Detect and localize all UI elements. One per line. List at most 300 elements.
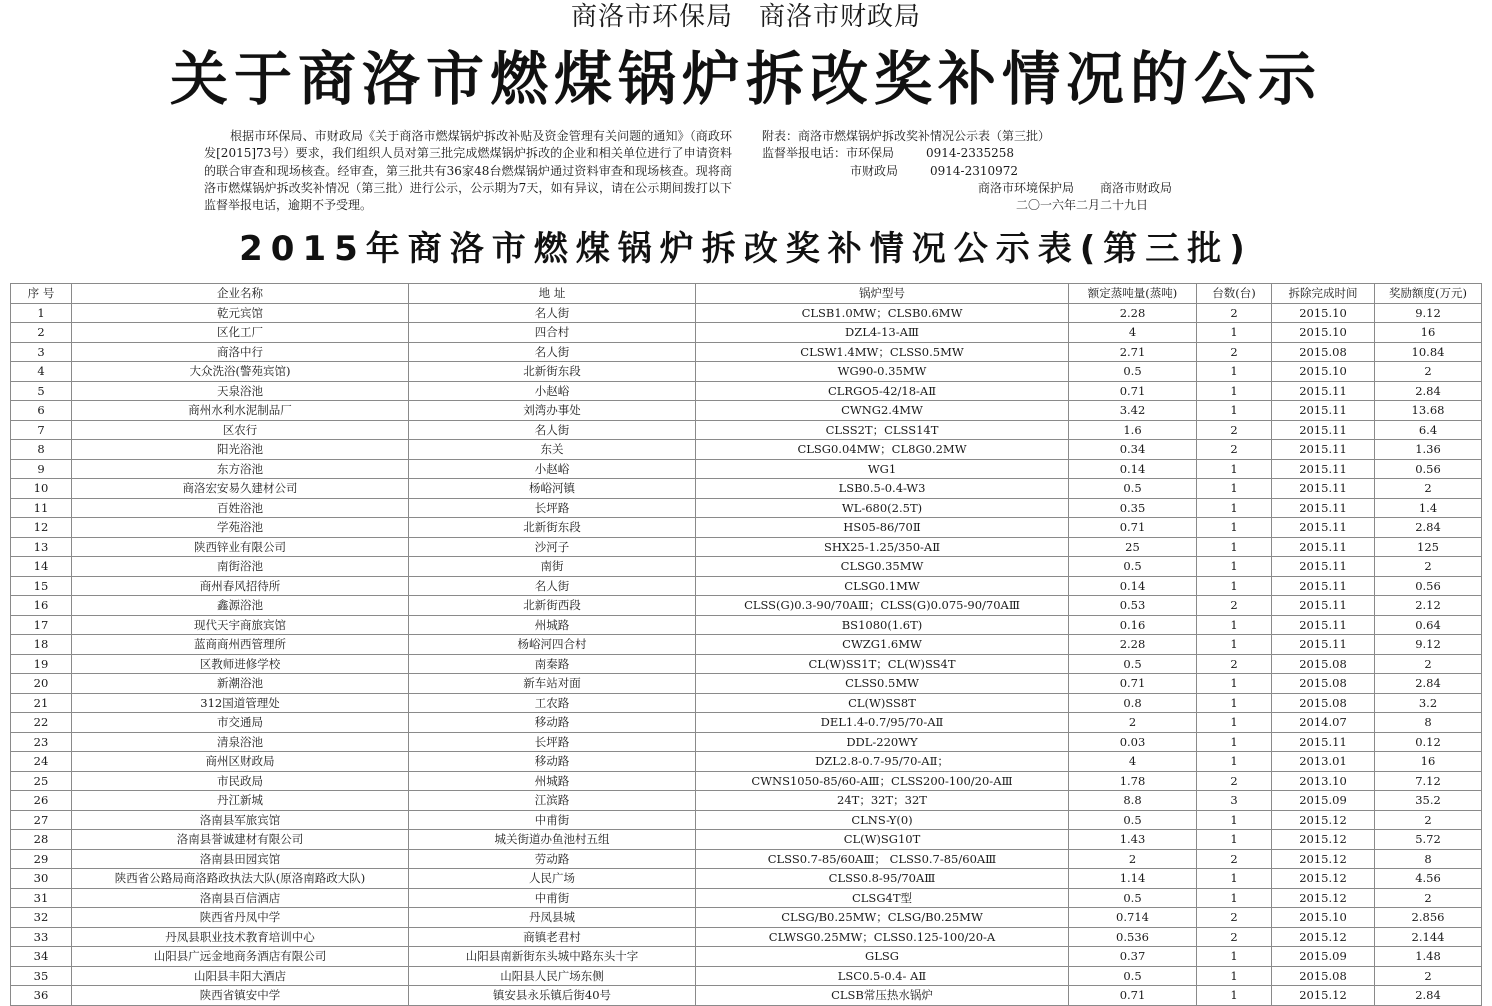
- unit-count-cell: 1: [1197, 947, 1272, 967]
- completion-date-cell: 2015.12: [1272, 927, 1375, 947]
- completion-date-cell: 2015.12: [1272, 986, 1375, 1006]
- address-cell: 山阳县南新街东头城中路东头十字: [409, 947, 696, 967]
- subsidy-amount-cell: 2: [1375, 810, 1482, 830]
- unit-count-cell: 2: [1197, 927, 1272, 947]
- unit-count-cell: 2: [1197, 342, 1272, 362]
- subsidy-amount-cell: 1.48: [1375, 947, 1482, 967]
- subsidy-amount-cell: 125: [1375, 537, 1482, 557]
- completion-date-cell: 2015.11: [1272, 498, 1375, 518]
- table-row: [11, 791, 1482, 811]
- completion-date-cell: 2013.01: [1272, 752, 1375, 772]
- row-number-cell: 22: [11, 713, 72, 733]
- address-cell: 中甫街: [409, 810, 696, 830]
- unit-count-cell: 2: [1197, 654, 1272, 674]
- company-name-cell: 区化工厂: [72, 323, 409, 343]
- unit-count-cell: 1: [1197, 518, 1272, 538]
- table-row: [11, 323, 1482, 343]
- unit-count-cell: 1: [1197, 693, 1272, 713]
- completion-date-cell: 2015.11: [1272, 635, 1375, 655]
- rated-capacity-cell: 4: [1069, 752, 1197, 772]
- row-number-cell: 14: [11, 557, 72, 577]
- boiler-model-cell: BS1080(1.6T): [696, 615, 1069, 635]
- row-number-cell: 26: [11, 791, 72, 811]
- unit-count-cell: 1: [1197, 986, 1272, 1006]
- unit-count-cell: 1: [1197, 381, 1272, 401]
- column-header: 序 号: [11, 284, 72, 304]
- hotline-org: 市财政局: [850, 163, 899, 178]
- subsidy-amount-cell: 13.68: [1375, 401, 1482, 421]
- rated-capacity-cell: 2.28: [1069, 635, 1197, 655]
- company-name-cell: 洛南县田园宾馆: [72, 849, 409, 869]
- notice-date: 二〇一六年二月二十九日: [1016, 198, 1149, 213]
- table-row: [11, 947, 1482, 967]
- company-name-cell: 市交通局: [72, 713, 409, 733]
- company-name-cell: 百姓浴池: [72, 498, 409, 518]
- boiler-model-cell: CLSG4T型: [696, 888, 1069, 908]
- completion-date-cell: 2015.11: [1272, 401, 1375, 421]
- notice-paragraph: 根据市环保局、市财政局《关于商洛市燃煤锅炉拆改补贴及资金管理有关问题的通知》（商政环发[2015]73号）要求，我们组织人员对第三批完成燃煤锅炉拆改的企业和相关单位进行了申请资料的联合审查和现场核查。经审查，第三批共有36家48台燃煤锅炉通过资料审查和现场核查。现将商洛市燃煤锅炉拆改奖补情况（第三批）进行公示，公示期为7天，如有异议，请在公示期间拨打以下监督举报电话，逾期不予受理。: [204, 129, 732, 213]
- signature-environmental: 商洛市环境保护局: [978, 180, 1075, 195]
- row-number-cell: 28: [11, 830, 72, 850]
- table-row: [11, 401, 1482, 421]
- subsidy-amount-cell: 2.12: [1375, 596, 1482, 616]
- org-environmental-bureau: 商洛市环保局: [570, 2, 733, 32]
- completion-date-cell: 2015.11: [1272, 596, 1375, 616]
- table-row: [11, 557, 1482, 577]
- row-number-cell: 11: [11, 498, 72, 518]
- rated-capacity-cell: 0.14: [1069, 459, 1197, 479]
- table-row: [11, 966, 1482, 986]
- subsidy-amount-cell: 0.64: [1375, 615, 1482, 635]
- rated-capacity-cell: 2.71: [1069, 342, 1197, 362]
- rated-capacity-cell: 0.34: [1069, 440, 1197, 460]
- address-cell: 杨峪河四合村: [409, 635, 696, 655]
- rated-capacity-cell: 0.71: [1069, 674, 1197, 694]
- boiler-model-cell: CLSW1.4MW；CLSS0.5MW: [696, 342, 1069, 362]
- completion-date-cell: 2015.11: [1272, 557, 1375, 577]
- boiler-model-cell: WL-680(2.5T): [696, 498, 1069, 518]
- page-title: 关于商洛市燃煤锅炉拆改奖补情况的公示: [169, 45, 1322, 113]
- boiler-model-cell: SHX25-1.25/350-AⅡ: [696, 537, 1069, 557]
- subsidy-amount-cell: 2.84: [1375, 381, 1482, 401]
- unit-count-cell: 1: [1197, 635, 1272, 655]
- rated-capacity-cell: 0.5: [1069, 966, 1197, 986]
- unit-count-cell: 1: [1197, 537, 1272, 557]
- table-row: [11, 752, 1482, 772]
- address-cell: 沙河子: [409, 537, 696, 557]
- company-name-cell: 商州区财政局: [72, 752, 409, 772]
- boiler-model-cell: CLNS-Y(0): [696, 810, 1069, 830]
- hotline-row-1: [762, 145, 1222, 162]
- address-cell: 南秦路: [409, 654, 696, 674]
- row-number-cell: 13: [11, 537, 72, 557]
- address-cell: 镇安县永乐镇后街40号: [409, 986, 696, 1006]
- table-row: [11, 440, 1482, 460]
- boiler-model-cell: DEL1.4-0.7/95/70-AⅡ: [696, 713, 1069, 733]
- company-name-cell: 蓝商商州西管理所: [72, 635, 409, 655]
- rated-capacity-cell: 8.8: [1069, 791, 1197, 811]
- rated-capacity-cell: 2: [1069, 849, 1197, 869]
- unit-count-cell: 2: [1197, 849, 1272, 869]
- rated-capacity-cell: 0.5: [1069, 362, 1197, 382]
- subsidy-amount-cell: 2: [1375, 654, 1482, 674]
- rated-capacity-cell: 0.14: [1069, 576, 1197, 596]
- company-name-cell: 商州水利水泥制品厂: [72, 401, 409, 421]
- unit-count-cell: 2: [1197, 908, 1272, 928]
- unit-count-cell: 1: [1197, 401, 1272, 421]
- completion-date-cell: 2015.12: [1272, 810, 1375, 830]
- address-cell: 小赵峪: [409, 459, 696, 479]
- completion-date-cell: 2015.11: [1272, 381, 1375, 401]
- row-number-cell: 35: [11, 966, 72, 986]
- address-cell: 城关街道办鱼池村五组: [409, 830, 696, 850]
- completion-date-cell: 2015.10: [1272, 303, 1375, 323]
- table-row: [11, 596, 1482, 616]
- unit-count-cell: 1: [1197, 615, 1272, 635]
- completion-date-cell: 2015.11: [1272, 518, 1375, 538]
- boiler-model-cell: CLSS0.7-85/60AⅢ； CLSS0.7-85/60AⅢ: [696, 849, 1069, 869]
- completion-date-cell: 2015.10: [1272, 908, 1375, 928]
- subsidy-amount-cell: 16: [1375, 752, 1482, 772]
- completion-date-cell: 2015.11: [1272, 440, 1375, 460]
- table-row: [11, 888, 1482, 908]
- completion-date-cell: 2015.11: [1272, 615, 1375, 635]
- column-header: 奖励额度(万元): [1375, 284, 1482, 304]
- rated-capacity-cell: 0.53: [1069, 596, 1197, 616]
- unit-count-cell: 3: [1197, 791, 1272, 811]
- subsidy-amount-cell: 2: [1375, 888, 1482, 908]
- company-name-cell: 清泉浴池: [72, 732, 409, 752]
- address-cell: 山阳县人民广场东侧: [409, 966, 696, 986]
- company-name-cell: 区农行: [72, 420, 409, 440]
- row-number-cell: 4: [11, 362, 72, 382]
- boiler-model-cell: CLSG0.35MW: [696, 557, 1069, 577]
- unit-count-cell: 2: [1197, 771, 1272, 791]
- company-name-cell: 陕西省公路局商洛路政执法大队(原洛南路政大队): [72, 869, 409, 889]
- rated-capacity-cell: 25: [1069, 537, 1197, 557]
- company-name-cell: 商州春风招待所: [72, 576, 409, 596]
- table-body: [11, 303, 1482, 1005]
- subsidy-amount-cell: 9.12: [1375, 635, 1482, 655]
- address-cell: 劳动路: [409, 849, 696, 869]
- subsidy-amount-cell: 2.84: [1375, 986, 1482, 1006]
- row-number-cell: 17: [11, 615, 72, 635]
- subsidy-amount-cell: 2.84: [1375, 674, 1482, 694]
- rated-capacity-cell: 0.5: [1069, 479, 1197, 499]
- company-name-cell: 丹凤县职业技术教育培训中心: [72, 927, 409, 947]
- table-row: [11, 908, 1482, 928]
- unit-count-cell: 1: [1197, 459, 1272, 479]
- address-cell: 名人街: [409, 576, 696, 596]
- row-number-cell: 6: [11, 401, 72, 421]
- subsidy-amount-cell: 8: [1375, 849, 1482, 869]
- signature-finance: 商洛市财政局: [1100, 180, 1173, 195]
- company-name-cell: 乾元宾馆: [72, 303, 409, 323]
- unit-count-cell: 1: [1197, 732, 1272, 752]
- row-number-cell: 2: [11, 323, 72, 343]
- company-name-cell: 312国道管理处: [72, 693, 409, 713]
- boiler-model-cell: 24T；32T；32T: [696, 791, 1069, 811]
- table-row: [11, 342, 1482, 362]
- boiler-model-cell: CWNG2.4MW: [696, 401, 1069, 421]
- rated-capacity-cell: 0.8: [1069, 693, 1197, 713]
- boiler-model-cell: GLSG: [696, 947, 1069, 967]
- unit-count-cell: 1: [1197, 674, 1272, 694]
- boiler-model-cell: CL(W)SS1T；CL(W)SS4T: [696, 654, 1069, 674]
- column-header: 拆除完成时间: [1272, 284, 1375, 304]
- table-row: [11, 674, 1482, 694]
- address-cell: 新车站对面: [409, 674, 696, 694]
- table-row: [11, 420, 1482, 440]
- rated-capacity-cell: 0.536: [1069, 927, 1197, 947]
- completion-date-cell: 2015.08: [1272, 342, 1375, 362]
- completion-date-cell: 2013.10: [1272, 771, 1375, 791]
- boiler-model-cell: CLSS(G)0.3-90/70AⅢ；CLSS(G)0.075-90/70AⅢ: [696, 596, 1069, 616]
- table-row: [11, 654, 1482, 674]
- boiler-model-cell: HS05-86/70Ⅱ: [696, 518, 1069, 538]
- address-cell: 杨峪河镇: [409, 479, 696, 499]
- table-row: [11, 615, 1482, 635]
- table-row: [11, 498, 1482, 518]
- address-cell: 移动路: [409, 713, 696, 733]
- address-cell: 州城路: [409, 771, 696, 791]
- table-title: 2015年商洛市燃煤锅炉拆改奖补情况公示表(第三批): [239, 229, 1253, 269]
- boiler-model-cell: CLSS0.8-95/70AⅢ: [696, 869, 1069, 889]
- table-row: [11, 830, 1482, 850]
- subsidy-amount-cell: 6.4: [1375, 420, 1482, 440]
- subsidy-amount-cell: 2.84: [1375, 518, 1482, 538]
- unit-count-cell: 1: [1197, 888, 1272, 908]
- unit-count-cell: 1: [1197, 557, 1272, 577]
- table-row: [11, 810, 1482, 830]
- row-number-cell: 8: [11, 440, 72, 460]
- boiler-model-cell: DZL4-13-AⅢ: [696, 323, 1069, 343]
- unit-count-cell: 1: [1197, 810, 1272, 830]
- hotline-phone: 0914-2310972: [930, 163, 1019, 178]
- subsidy-amount-cell: 0.56: [1375, 459, 1482, 479]
- boiler-model-cell: CWNS1050-85/60-AⅢ；CLSS200-100/20-AⅢ: [696, 771, 1069, 791]
- company-name-cell: 山阳县广远金地商务酒店有限公司: [72, 947, 409, 967]
- rated-capacity-cell: 0.16: [1069, 615, 1197, 635]
- row-number-cell: 29: [11, 849, 72, 869]
- unit-count-cell: 1: [1197, 498, 1272, 518]
- subsidy-amount-cell: 2.144: [1375, 927, 1482, 947]
- company-name-cell: 洛南县军旅宾馆: [72, 810, 409, 830]
- row-number-cell: 33: [11, 927, 72, 947]
- rated-capacity-cell: 1.43: [1069, 830, 1197, 850]
- rated-capacity-cell: 0.35: [1069, 498, 1197, 518]
- company-name-cell: 陕西省镇安中学: [72, 986, 409, 1006]
- completion-date-cell: 2015.11: [1272, 459, 1375, 479]
- subsidy-amount-cell: 1.4: [1375, 498, 1482, 518]
- unit-count-cell: 1: [1197, 830, 1272, 850]
- boiler-model-cell: LSB0.5-0.4-W3: [696, 479, 1069, 499]
- column-header: 台数(台): [1197, 284, 1272, 304]
- row-number-cell: 34: [11, 947, 72, 967]
- table-header-row: [11, 284, 1482, 304]
- rated-capacity-cell: 2.28: [1069, 303, 1197, 323]
- subsidy-amount-cell: 1.36: [1375, 440, 1482, 460]
- completion-date-cell: 2015.12: [1272, 830, 1375, 850]
- boiler-model-cell: CLSG0.1MW: [696, 576, 1069, 596]
- company-name-cell: 洛南县百信酒店: [72, 888, 409, 908]
- notice-text: [204, 128, 732, 214]
- completion-date-cell: 2015.08: [1272, 674, 1375, 694]
- table-row: [11, 635, 1482, 655]
- completion-date-cell: 2014.07: [1272, 713, 1375, 733]
- address-cell: 人民广场: [409, 869, 696, 889]
- company-name-cell: 东方浴池: [72, 459, 409, 479]
- subsidy-amount-cell: 16: [1375, 323, 1482, 343]
- subsidy-amount-cell: 7.12: [1375, 771, 1482, 791]
- unit-count-cell: 1: [1197, 966, 1272, 986]
- row-number-cell: 1: [11, 303, 72, 323]
- issuing-organizations: [0, 0, 1492, 34]
- row-number-cell: 24: [11, 752, 72, 772]
- address-cell: 刘湾办事处: [409, 401, 696, 421]
- unit-count-cell: 2: [1197, 303, 1272, 323]
- completion-date-cell: 2015.10: [1272, 323, 1375, 343]
- row-number-cell: 36: [11, 986, 72, 1006]
- rated-capacity-cell: 0.5: [1069, 557, 1197, 577]
- completion-date-cell: 2015.08: [1272, 654, 1375, 674]
- rated-capacity-cell: 1.14: [1069, 869, 1197, 889]
- table-row: [11, 693, 1482, 713]
- completion-date-cell: 2015.12: [1272, 869, 1375, 889]
- rated-capacity-cell: 1.78: [1069, 771, 1197, 791]
- company-name-cell: 商洛宏安易久建材公司: [72, 479, 409, 499]
- attachment-line: 附表：商洛市燃煤锅炉拆改奖补情况公示表（第三批）: [762, 129, 1051, 143]
- rated-capacity-cell: 0.71: [1069, 986, 1197, 1006]
- boiler-model-cell: DZL2.8-0.7-95/70-AⅡ；: [696, 752, 1069, 772]
- boiler-model-cell: CWZG1.6MW: [696, 635, 1069, 655]
- company-name-cell: 鑫源浴池: [72, 596, 409, 616]
- table-row: [11, 362, 1482, 382]
- table-row: [11, 479, 1482, 499]
- row-number-cell: 30: [11, 869, 72, 889]
- completion-date-cell: 2015.08: [1272, 693, 1375, 713]
- row-number-cell: 15: [11, 576, 72, 596]
- subsidy-amount-cell: 4.56: [1375, 869, 1482, 889]
- address-cell: 丹凤县城: [409, 908, 696, 928]
- company-name-cell: 阳光浴池: [72, 440, 409, 460]
- subsidy-amount-cell: 2: [1375, 362, 1482, 382]
- boiler-model-cell: CLSS0.5MW: [696, 674, 1069, 694]
- row-number-cell: 31: [11, 888, 72, 908]
- completion-date-cell: 2015.11: [1272, 732, 1375, 752]
- subsidy-amount-cell: 10.84: [1375, 342, 1482, 362]
- address-cell: 北新街东段: [409, 362, 696, 382]
- row-number-cell: 3: [11, 342, 72, 362]
- table-row: [11, 849, 1482, 869]
- company-name-cell: 陕西省丹凤中学: [72, 908, 409, 928]
- boiler-model-cell: CLSS2T；CLSS14T: [696, 420, 1069, 440]
- rated-capacity-cell: 0.5: [1069, 888, 1197, 908]
- subsidy-amount-cell: 35.2: [1375, 791, 1482, 811]
- table-row: [11, 713, 1482, 733]
- table-row: [11, 459, 1482, 479]
- unit-count-cell: 1: [1197, 323, 1272, 343]
- company-name-cell: 山阳县丰阳大酒店: [72, 966, 409, 986]
- unit-count-cell: 2: [1197, 420, 1272, 440]
- company-name-cell: 市民政局: [72, 771, 409, 791]
- completion-date-cell: 2015.11: [1272, 537, 1375, 557]
- rated-capacity-cell: 3.42: [1069, 401, 1197, 421]
- boiler-model-cell: CL(W)SG10T: [696, 830, 1069, 850]
- subsidy-amount-cell: 0.56: [1375, 576, 1482, 596]
- row-number-cell: 19: [11, 654, 72, 674]
- address-cell: 中甫街: [409, 888, 696, 908]
- subsidy-amount-cell: 9.12: [1375, 303, 1482, 323]
- address-cell: 长坪路: [409, 732, 696, 752]
- row-number-cell: 16: [11, 596, 72, 616]
- rated-capacity-cell: 0.71: [1069, 381, 1197, 401]
- subsidy-amount-cell: 0.12: [1375, 732, 1482, 752]
- table-row: [11, 537, 1482, 557]
- completion-date-cell: 2015.08: [1272, 966, 1375, 986]
- hotline-org: 市环保局: [846, 146, 895, 161]
- row-number-cell: 20: [11, 674, 72, 694]
- table-row: [11, 771, 1482, 791]
- address-cell: 名人街: [409, 342, 696, 362]
- rated-capacity-cell: 4: [1069, 323, 1197, 343]
- subsidy-amount-cell: 5.72: [1375, 830, 1482, 850]
- address-cell: 工农路: [409, 693, 696, 713]
- company-name-cell: 陕西锌业有限公司: [72, 537, 409, 557]
- boiler-model-cell: CLSG/B0.25MW；CLSG/B0.25MW: [696, 908, 1069, 928]
- rated-capacity-cell: 0.71: [1069, 518, 1197, 538]
- row-number-cell: 27: [11, 810, 72, 830]
- rated-capacity-cell: 0.5: [1069, 654, 1197, 674]
- address-cell: 东关: [409, 440, 696, 460]
- unit-count-cell: 1: [1197, 713, 1272, 733]
- row-number-cell: 18: [11, 635, 72, 655]
- table-row: [11, 869, 1482, 889]
- company-name-cell: 大众洗浴(警苑宾馆): [72, 362, 409, 382]
- company-name-cell: 丹江新城: [72, 791, 409, 811]
- rated-capacity-cell: 0.03: [1069, 732, 1197, 752]
- table-row: [11, 576, 1482, 596]
- row-number-cell: 12: [11, 518, 72, 538]
- row-number-cell: 10: [11, 479, 72, 499]
- table-row: [11, 732, 1482, 752]
- boiler-subsidy-table: [10, 283, 1482, 1006]
- boiler-model-cell: CL(W)SS8T: [696, 693, 1069, 713]
- boiler-model-cell: WG90-0.35MW: [696, 362, 1069, 382]
- address-cell: 移动路: [409, 752, 696, 772]
- table-row: [11, 986, 1482, 1006]
- completion-date-cell: 2015.12: [1272, 888, 1375, 908]
- subsidy-amount-cell: 2: [1375, 966, 1482, 986]
- column-header: 企业名称: [72, 284, 409, 304]
- subsidy-amount-cell: 3.2: [1375, 693, 1482, 713]
- address-cell: 长坪路: [409, 498, 696, 518]
- boiler-model-cell: LSC0.5-0.4- AⅡ: [696, 966, 1069, 986]
- boiler-model-cell: CLWSG0.25MW；CLSS0.125-100/20-A: [696, 927, 1069, 947]
- subsidy-amount-cell: 2.856: [1375, 908, 1482, 928]
- boiler-model-cell: CLSB1.0MW；CLSB0.6MW: [696, 303, 1069, 323]
- completion-date-cell: 2015.09: [1272, 791, 1375, 811]
- column-header: 地 址: [409, 284, 696, 304]
- rated-capacity-cell: 0.5: [1069, 810, 1197, 830]
- company-name-cell: 区教师进修学校: [72, 654, 409, 674]
- rated-capacity-cell: 2: [1069, 713, 1197, 733]
- address-cell: 江滨路: [409, 791, 696, 811]
- unit-count-cell: 1: [1197, 362, 1272, 382]
- company-name-cell: 天泉浴池: [72, 381, 409, 401]
- rated-capacity-cell: 1.6: [1069, 420, 1197, 440]
- address-cell: 北新街西段: [409, 596, 696, 616]
